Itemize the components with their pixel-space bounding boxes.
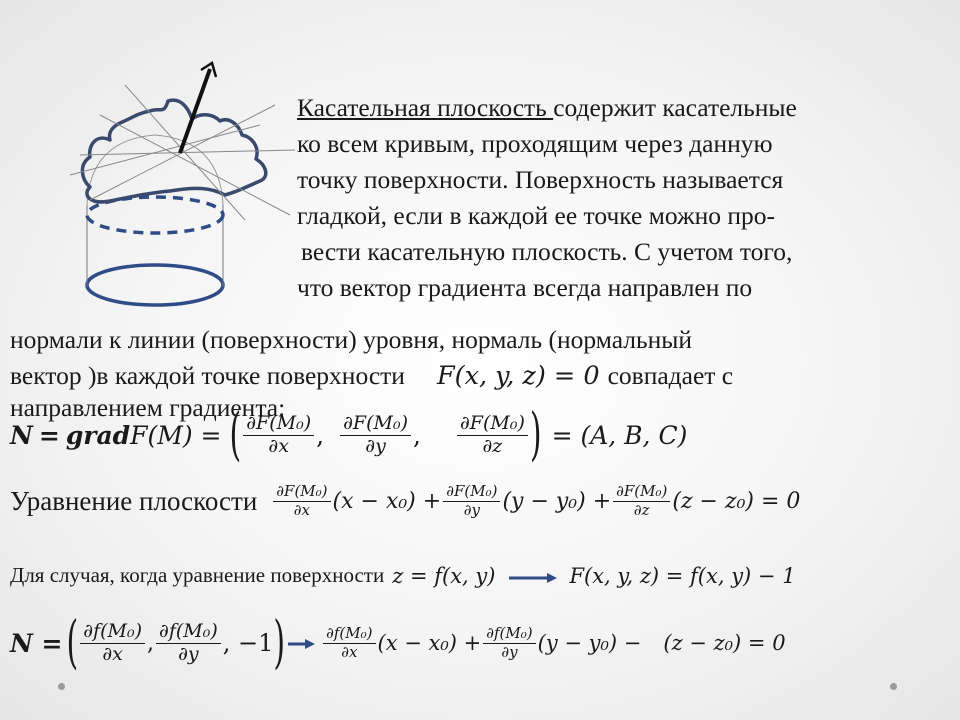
body-line-7: нормали к линии (поверхности) уровня, нормаль (нормальный [10, 325, 693, 354]
plane-frac-x: $\frac{\text{∂F(M₀)}}{\partial x}$ [273, 484, 330, 519]
partial-frac-x: $\frac{\text{∂F(M₀)}}{\partial x}$ [243, 414, 314, 457]
intro-line-4: гладкой, если в каждой ее точке можно про- [297, 201, 776, 230]
normal-minus-one: , −1 [222, 629, 274, 658]
tangent-plane-term-z: (z − z₀) = 0 [663, 631, 786, 656]
slide-dot-left [58, 683, 65, 690]
plane-equation [10, 484, 800, 519]
case-text: Для случая, когда уравнение поверхности [10, 563, 385, 587]
intro-line-6: что вектор градиента всегда направлен по [297, 273, 753, 302]
intro-line-5: вести касательную плоскость. С учетом того, [301, 237, 793, 266]
tangent-plane-term-x: (x − x₀) + [377, 631, 482, 656]
tangent-plane-frac-y: $\frac{\text{∂f(M₀)}}{\partial y}$ [483, 626, 535, 661]
tangent-plane-frac-x: $\frac{\text{∂f(M₀)}}{\partial x}$ [323, 626, 375, 661]
partial-frac-z: $\frac{\text{∂F(M₀)}}{\partial z}$ [457, 414, 528, 457]
right-arrow-icon [287, 636, 317, 650]
plane-equation-label: Уравнение плоскости [10, 485, 258, 516]
body-line-8-text: вектор )в каждой точке поверхности [10, 361, 405, 390]
function-of-M: F(M) = [130, 420, 222, 450]
grad-operator: grad [65, 420, 131, 450]
body-paragraph [10, 322, 733, 422]
body-line-8-end: совпадает с [607, 361, 734, 390]
body-line-9: направлением градиента: [10, 393, 286, 422]
equals-sign: = [38, 420, 60, 450]
tangent-plane-term-y: (y − y₀) − [537, 631, 642, 656]
plane-term-y: (y − y₀) + [502, 488, 612, 514]
plane-frac-y: $\frac{\text{∂F(M₀)}}{\partial y}$ [443, 484, 500, 519]
intro-line-1: содержит касательные [553, 93, 797, 122]
explicit-surface-eq: z = f(x, y) [392, 563, 496, 588]
surface-equation: F(x, y, z) = 0 [436, 361, 600, 391]
cylinder-base-ellipse [87, 265, 223, 305]
gradient-formula: N = grad F(M) = ( $\frac{\text{∂F(M₀)}}{\partial x}$ , $\frac{\text{∂F(M₀)}}{\partial y}$ , $\frac{\text{∂F(M₀)}}{\partial z}$ ) = (A, B, C) [10, 402, 688, 469]
implicit-surface-eq: F(x, y, z) = f(x, y) − 1 [569, 563, 796, 588]
normal-formula: N = ( $\frac{\text{∂f(M₀)}}{\partial x}$ , $\frac{\text{∂f(M₀)}}{\partial y}$ , −1 ) $\frac{\text{∂f(M₀)}}{\partial x}$ (x − x₀) + $\frac{\text{∂f(M₀)}}{\partial y}$ (y − y₀) − (z − z₀) = 0 [10, 610, 786, 677]
right-arrow-icon [507, 568, 559, 584]
plane-term-x: (x − x₀) + [332, 488, 442, 514]
intro-line-3: точку поверхности. Поверхность называется [297, 165, 784, 194]
normal-frac-y: $\frac{\text{∂f(M₀)}}{\partial y}$ [156, 622, 221, 665]
term-tangent-plane: Касательная плоскость [297, 93, 554, 122]
intro-paragraph [297, 90, 797, 306]
slide-dot-right [890, 683, 897, 690]
surface-illustration [60, 55, 300, 315]
intro-line-2: ко всем кривым, проходящим через данную [297, 129, 773, 158]
partial-frac-y: $\frac{\text{∂F(M₀)}}{\partial y}$ [340, 414, 411, 457]
case-line [10, 563, 796, 588]
normal-vector-lhs: N = [10, 628, 63, 658]
gradient-components: = (A, B, C) [551, 420, 688, 450]
plane-frac-z: $\frac{\text{∂F(M₀)}}{\partial z}$ [613, 484, 670, 519]
normal-symbol: N [10, 420, 33, 450]
plane-term-z: (z − z₀) = 0 [672, 488, 801, 514]
normal-frac-x: $\frac{\text{∂f(M₀)}}{\partial x}$ [80, 622, 145, 665]
